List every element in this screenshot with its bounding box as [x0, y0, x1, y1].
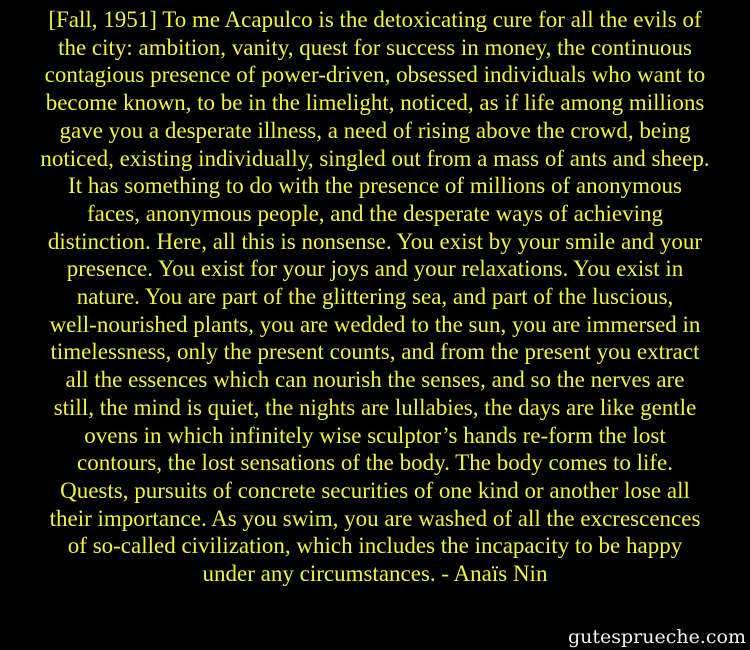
quote-line: all the essences which can nourish the senses, and so the nerves are: [65, 367, 685, 393]
quote-text: [0, 6, 750, 588]
quote-line: timelessness, only the present counts, and from the present you extract: [50, 339, 700, 365]
quote-line: noticed, existing individually, singled out from a mass of ants and sheep.: [40, 145, 710, 171]
watermark: gutesprueche.com: [567, 626, 746, 648]
quote-line: of so-called civilization, which includes the incapacity to be happy: [67, 533, 683, 559]
quote-line: well-nourished plants, you are wedded to the sun, you are immersed in: [49, 311, 701, 337]
quote-line: ovens in which infinitely wise sculptor’s hands re-form the lost: [84, 422, 666, 448]
quote-line: faces, anonymous people, and the desperate ways of achieving: [86, 200, 664, 226]
quote-line: presence. You exist for your joys and your relaxations. You exist in: [66, 256, 684, 282]
quote-line: It has something to do with the presence of millions of anonymous: [68, 173, 682, 199]
quote-line: under any circumstances. - Anaïs Nin: [202, 561, 548, 587]
quote-line: nature. You are part of the glittering sea, and part of the luscious,: [76, 284, 674, 310]
quote-line: gave you a desperate illness, a need of rising above the crowd, being: [59, 117, 691, 143]
quote-line: distinction. Here, all this is nonsense. You exist by your smile and your: [47, 228, 703, 254]
quote-line: their importance. As you swim, you are washed of all the excrescences: [49, 505, 701, 531]
quote-line: [Fall, 1951] To me Acapulco is the detoxicating cure for all the evils of: [48, 7, 702, 32]
quote-line: the city: ambition, vanity, quest for success in money, the continuous: [58, 34, 692, 60]
quote-line: become known, to be in the limelight, noticed, as if life among millions: [45, 90, 705, 116]
quote-line: still, the mind is quiet, the nights are lullabies, the days are like gentle: [53, 394, 697, 420]
quote-line: Quests, pursuits of concrete securities of one kind or another lose all: [60, 477, 690, 503]
quote-line: contours, the lost sensations of the body. The body comes to life.: [77, 450, 673, 476]
quote-line: contagious presence of power-driven, obsessed individuals who want to: [44, 62, 706, 88]
